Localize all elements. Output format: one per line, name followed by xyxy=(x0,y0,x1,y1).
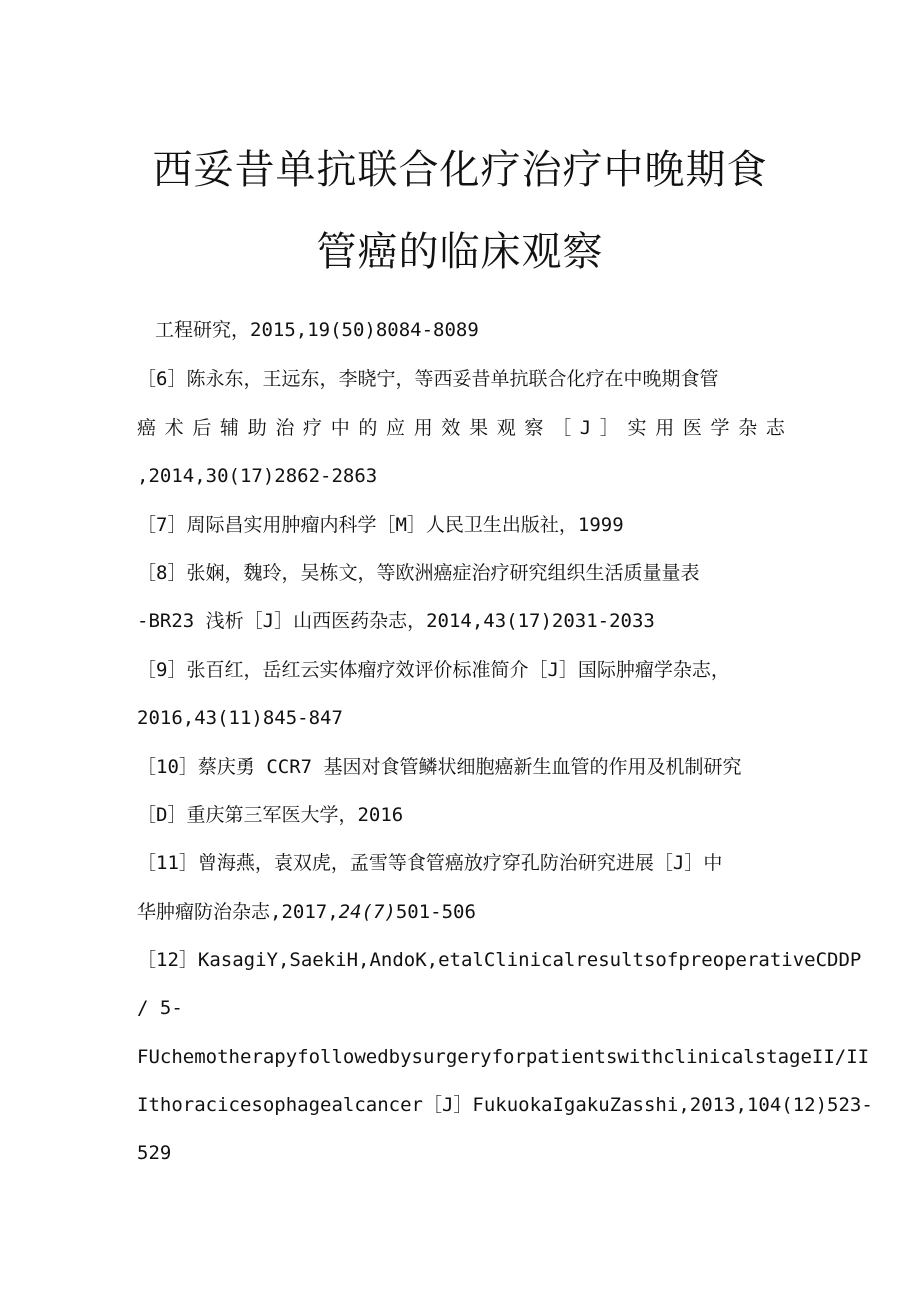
char: 中 xyxy=(330,417,350,439)
char: 治 xyxy=(275,417,295,439)
document-title-line-1: 西妥昔单抗联合化疗治疗中晚期食 xyxy=(152,147,768,193)
document-title-line-2: 管癌的临床观察 xyxy=(316,229,604,275)
reference-line: ,2014,30(17)2862-2863 xyxy=(137,465,378,487)
reference-line xyxy=(137,899,476,925)
char: 观 xyxy=(496,417,516,439)
char: 疗 xyxy=(303,417,323,439)
reference-line-justified xyxy=(137,415,785,441)
reference-line: ［11］曾海燕，袁双虎，孟雪等食管癌放疗穿孔防治研究进展［J］中 xyxy=(137,852,723,874)
char: 察 xyxy=(524,417,544,439)
text-segment: 501-506 xyxy=(395,901,476,923)
reference-line: ［10］蔡庆勇 CCR7 基因对食管鳞状细胞癌新生血管的作用及机制研究 xyxy=(137,756,742,778)
reference-line: ［9］张百红，岳红云实体瘤疗效评价标准简介［J］国际肿瘤学杂志， xyxy=(137,659,730,681)
char: 志 xyxy=(765,417,785,439)
char: 术 xyxy=(164,417,184,439)
reference-line: ［6］陈永东，王远东，李晓宁，等西妥昔单抗联合化疗在中晚期食管 xyxy=(137,368,719,390)
reference-line: ［8］张娴，魏玲，吴栋文，等欧洲癌症治疗研究组织生活质量量表 xyxy=(137,562,700,584)
reference-line: 529 xyxy=(137,1142,172,1164)
char: 助 xyxy=(247,417,267,439)
reference-line: ［D］重庆第三军医大学，2016 xyxy=(137,804,404,826)
reference-line: Ithoracicesophagealcancer［J］FukuokaIgakuZasshi,2013,104(12)523- xyxy=(137,1094,873,1116)
char: 杂 xyxy=(738,417,758,439)
reference-line: / 5- xyxy=(137,997,183,1019)
char: 医 xyxy=(682,417,702,439)
char: 应 xyxy=(386,417,406,439)
char: ］ xyxy=(599,417,619,439)
char: ［ xyxy=(552,417,572,439)
italic-volume-issue: 24(7) xyxy=(338,901,396,923)
char: 果 xyxy=(469,417,489,439)
char: 用 xyxy=(655,417,675,439)
char: 实 xyxy=(627,417,647,439)
reference-line: -BR23 浅析［J］山西医药杂志，2014,43(17)2031-2033 xyxy=(137,610,655,632)
char: J xyxy=(579,417,592,439)
reference-line: 2016,43(11)845-847 xyxy=(137,707,343,729)
char: 效 xyxy=(441,417,461,439)
reference-line: FUchemotherapyfollowedbysurgeryforpatientswithclinicalstageII/II xyxy=(137,1046,870,1068)
reference-line: ［7］周际昌实用肿瘤内科学［M］人民卫生出版社，1999 xyxy=(137,514,624,536)
char: 用 xyxy=(413,417,433,439)
char: 辅 xyxy=(220,417,240,439)
reference-line: 工程研究，2015,19(50)8084-8089 xyxy=(155,319,479,341)
reference-line: ［12］KasagiY,SaekiH,AndoK,etalClinicalresultsofpreoperativeCDDP xyxy=(137,949,862,971)
char: 学 xyxy=(710,417,730,439)
text-segment: 华肿瘤防治杂志,2017, xyxy=(137,901,339,923)
char: 后 xyxy=(192,417,212,439)
char: 的 xyxy=(358,417,378,439)
char: 癌 xyxy=(137,417,157,439)
